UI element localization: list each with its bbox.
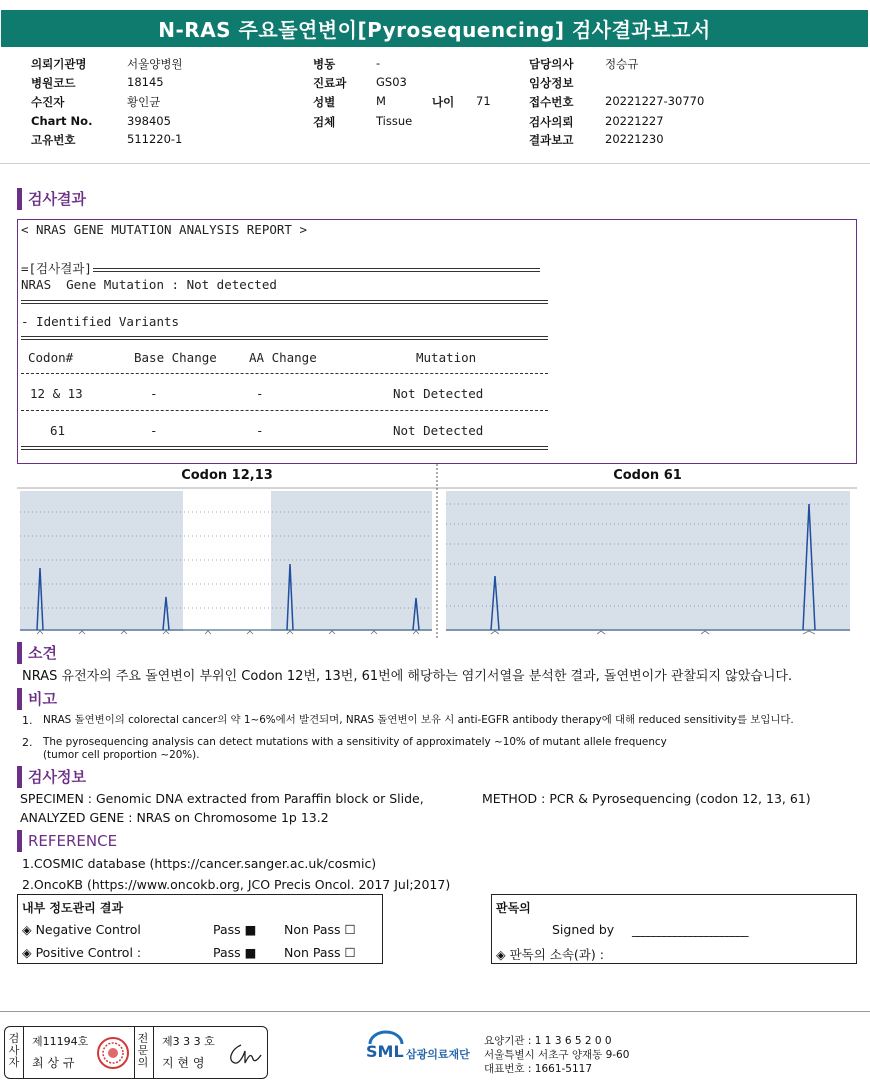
- col-mutation: Mutation: [416, 350, 477, 365]
- positive-nonpass: Non Pass ☐: [284, 945, 356, 960]
- row-codon: 12 & 13: [30, 386, 83, 401]
- seal-stamp-icon: [96, 1035, 130, 1071]
- specialist-license: 제3 3 3 호: [162, 1035, 215, 1048]
- analyzed-gene-info: ANALYZED GENE : NRAS on Chromosome 1p 13.2: [20, 810, 329, 825]
- meta-value: 정승규: [605, 57, 639, 71]
- signature-line: ______________________: [632, 922, 748, 937]
- meta-row: [0, 94, 870, 112]
- pyro-shade: [271, 491, 432, 631]
- double-rule: [21, 446, 548, 450]
- remark-text: The pyrosequencing analysis can detect mutations with a sensitivity of approximately ~10% of mutant allele frequency: [43, 736, 667, 748]
- pyrogram-panel: [17, 464, 857, 638]
- remark-text-cont: (tumor cell proportion ~20%).: [43, 749, 200, 761]
- meta-label: Chart No.: [31, 114, 93, 128]
- reference-item: 1.COSMIC database (https://cancer.sanger.ac.uk/cosmic): [22, 856, 377, 871]
- variants-title: - Identified Variants: [21, 314, 180, 329]
- meta-value: 20221227: [605, 114, 664, 128]
- reader-affiliation: ◈ 판독의 소속(과) :: [496, 947, 604, 962]
- row-base-change: -: [150, 386, 158, 401]
- meta-label: 성별: [313, 95, 336, 109]
- section-heading-reference: REFERENCE: [17, 830, 117, 852]
- signature-icon: [223, 1039, 265, 1069]
- org-code: 요양기관 : 1 1 3 6 5 2 0 0: [484, 1035, 612, 1047]
- report-header: < NRAS GENE MUTATION ANALYSIS REPORT >: [21, 222, 307, 237]
- meta-value: GS03: [376, 75, 407, 89]
- row-aa-change: -: [256, 423, 264, 438]
- pyrogram-svg: [17, 464, 857, 638]
- negative-control-label: ◈ Negative Control: [22, 922, 141, 937]
- negative-pass: Pass ■: [213, 922, 257, 937]
- row-aa-change: -: [256, 386, 264, 401]
- stamp-divider: [153, 1027, 154, 1078]
- specimen-info: SPECIMEN : Genomic DNA extracted from Paraffin block or Slide,: [20, 791, 424, 806]
- sml-logo-text: SML: [366, 1042, 404, 1061]
- meta-label: 결과보고: [529, 133, 574, 147]
- analysis-report: [17, 219, 857, 464]
- pyrogram-title-right: Codon 61: [613, 468, 682, 483]
- meta-value: 398405: [127, 114, 171, 128]
- positive-control-label: ◈ Positive Control :: [22, 945, 142, 960]
- qc-result-box: [17, 894, 383, 964]
- remark-number: 1.: [22, 714, 33, 727]
- dashed-rule: [21, 373, 548, 374]
- pyro-shade: [446, 491, 850, 631]
- reader-title: 판독의: [496, 901, 531, 915]
- qc-title: 내부 정도관리 결과: [22, 901, 124, 915]
- meta-label: 검사의뢰: [529, 115, 574, 129]
- pyro-markers: [37, 631, 815, 634]
- meta-label: 병동: [313, 57, 336, 71]
- meta-label: 임상정보: [529, 76, 574, 90]
- meta-label: 수진자: [31, 95, 65, 109]
- report-title: N-RAS 주요돌연변이[Pyrosequencing] 검사결과보고서: [1, 10, 868, 47]
- col-aa-change: AA Change: [249, 350, 317, 365]
- specialist-vertical-label: 전 문 의: [137, 1032, 149, 1069]
- pyrogram-title-left: Codon 12,13: [181, 468, 273, 483]
- meta-label: 검체: [313, 115, 336, 129]
- dashed-rule: [21, 410, 548, 411]
- method-info: METHOD : PCR & Pyrosequencing (codon 12, 13, 61): [482, 791, 811, 806]
- meta-row: [0, 56, 870, 74]
- col-base-change: Base Change: [134, 350, 217, 365]
- meta-value: 511220-1: [127, 132, 183, 146]
- org-phone: 대표번호 : 1661-5117: [484, 1063, 593, 1075]
- section-heading-info: 검사정보: [17, 766, 86, 788]
- meta-row: [0, 114, 870, 132]
- meta-label: 담당의사: [529, 57, 574, 71]
- stamp-divider: [134, 1027, 135, 1078]
- specialist-name: 지 현 영: [162, 1056, 205, 1070]
- stamp-divider: [23, 1027, 24, 1078]
- meta-value: 18145: [127, 75, 164, 89]
- meta-value: 20221227-30770: [605, 94, 705, 108]
- meta-value: -: [376, 56, 381, 70]
- signature-stamp-box: [4, 1026, 268, 1079]
- tester-name: 최 상 규: [32, 1056, 75, 1070]
- remark-text: NRAS 돌연변이의 colorectal cancer의 약 1~6%에서 발견되며, NRAS 돌연변이 보유 시 anti-EGFR antibody therapy에 대해 reduced sensitivity를 보입니다.: [43, 714, 794, 726]
- org-name: 삼광의료재단: [406, 1048, 470, 1061]
- negative-nonpass: Non Pass ☐: [284, 922, 356, 937]
- age-label: 나이: [432, 95, 455, 109]
- double-rule: [93, 268, 540, 272]
- signed-by-label: Signed by: [552, 922, 615, 937]
- meta-row: [0, 132, 870, 150]
- col-codon: Codon#: [28, 350, 74, 365]
- reference-item: 2.OncoKB (https://www.oncokb.org, JCO Precis Oncol. 2017 Jul;2017): [22, 877, 451, 892]
- double-rule: [21, 336, 548, 340]
- meta-label: 진료과: [313, 76, 347, 90]
- remark-number: 2.: [22, 736, 33, 749]
- meta-label: 의뢰기관명: [31, 57, 87, 71]
- double-rule: [21, 300, 548, 304]
- org-info: [484, 1034, 629, 1076]
- result-tag-text: =[검사결과]: [21, 261, 92, 276]
- patient-metadata: [0, 54, 870, 154]
- row-mutation: Not Detected: [393, 423, 484, 438]
- divider: [0, 163, 870, 164]
- meta-value: 서울양병원: [127, 57, 183, 71]
- meta-label: 고유번호: [31, 133, 76, 147]
- org-address: 서울특별시 서초구 양재동 9-60: [484, 1049, 630, 1061]
- meta-row: [0, 75, 870, 93]
- row-base-change: -: [150, 423, 158, 438]
- section-heading-result: 검사결과: [17, 188, 86, 210]
- section-heading-remarks: 비고: [17, 688, 57, 710]
- meta-label: 병원코드: [31, 76, 76, 90]
- tester-license: 제11194호: [32, 1035, 89, 1048]
- reader-box: [491, 894, 857, 964]
- footer: [0, 1011, 870, 1089]
- row-mutation: Not Detected: [393, 386, 484, 401]
- tester-vertical-label: 검 사 자: [8, 1032, 20, 1069]
- result-tag: [21, 259, 540, 277]
- meta-value: Tissue: [376, 114, 413, 128]
- positive-pass: Pass ■: [213, 945, 257, 960]
- meta-value: 황인균: [127, 95, 161, 109]
- meta-value: 20221230: [605, 132, 664, 146]
- section-heading-opinion: 소견: [17, 642, 57, 664]
- opinion-text: NRAS 유전자의 주요 돌연변이 부위인 Codon 12번, 13번, 61번에 해당하는 염기서열을 분석한 결과, 돌연변이가 관찰되지 않았습니다.: [22, 669, 793, 684]
- meta-label: 접수번호: [529, 95, 574, 109]
- gene-mutation-line: NRAS Gene Mutation : Not detected: [21, 277, 277, 292]
- meta-value: M: [376, 94, 386, 108]
- row-codon: 61: [50, 423, 66, 438]
- age-value: 71: [476, 94, 491, 108]
